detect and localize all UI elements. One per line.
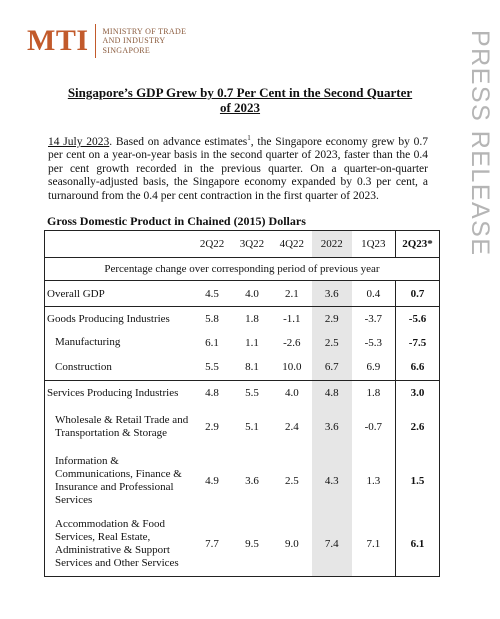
cell: 4.3 (312, 449, 352, 513)
row-label: Wholesale & Retail Trade and Transportation & Storage (45, 405, 193, 449)
table-row (45, 331, 440, 355)
cell: 2.5 (284, 474, 299, 487)
cell: 4.8 (205, 386, 219, 399)
cell: 4.9 (205, 474, 219, 487)
cell: 4.5 (192, 281, 232, 307)
table-note-row (45, 258, 440, 281)
cell: 7.1 (352, 513, 396, 577)
cell: 6.7 (312, 355, 352, 381)
cell: 2.4 (284, 420, 299, 433)
footnote-marker: 1 (247, 134, 251, 142)
row-label: Construction (45, 355, 193, 381)
cell-latest: 1.5 (396, 449, 440, 513)
cell-latest: 2.6 (396, 405, 440, 449)
cell: 9.0 (272, 513, 312, 577)
header-2q23: 2Q23* (396, 231, 440, 258)
cell: 10.0 (272, 355, 312, 381)
cell: 5.1 (245, 420, 259, 433)
cell: 7.7 (192, 513, 232, 577)
table-note: Percentage change over corresponding period of previous year (45, 258, 440, 281)
page-title (40, 85, 440, 115)
cell: 3.6 (312, 405, 352, 449)
table-row (45, 449, 440, 513)
cell: 1.1 (245, 336, 259, 349)
cell-latest: 6.1 (396, 513, 440, 577)
logo-text (103, 27, 187, 56)
cell: 6.1 (205, 336, 219, 349)
table-header-row (45, 231, 440, 258)
cell: -3.7 (364, 312, 383, 325)
paragraph-text-a: . Based on advance estimates (109, 135, 248, 148)
cell: 5.5 (245, 386, 259, 399)
header-2q22: 2Q22 (192, 231, 232, 258)
cell: 4.0 (232, 281, 272, 307)
cell: -5.3 (364, 336, 383, 349)
cell: 6.9 (352, 355, 396, 381)
header-2022: 2022 (312, 231, 352, 258)
cell: 4.0 (284, 386, 299, 399)
cell: 0.4 (352, 281, 396, 307)
cell: 1.8 (366, 386, 381, 399)
row-label: Overall GDP (45, 281, 193, 307)
table-row (45, 355, 440, 381)
cell: 1.8 (245, 312, 259, 325)
cell: -1.1 (283, 312, 301, 325)
table-title: Gross Domestic Product in Chained (2015) Dollars (47, 214, 306, 228)
row-label: Manufacturing (45, 331, 193, 355)
cell: -2.6 (283, 336, 301, 349)
cell: 4.8 (312, 381, 352, 405)
table-row (45, 381, 440, 405)
cell: 9.5 (232, 513, 272, 577)
logo-line-2: AND INDUSTRY (102, 36, 166, 46)
row-label: Information & Communications, Finance & Insurance and Professional Services (45, 449, 193, 513)
cell-latest: -5.6 (396, 307, 440, 331)
logo-divider (95, 24, 96, 58)
cell: 8.1 (232, 355, 272, 381)
header-3q22: 3Q22 (232, 231, 272, 258)
row-label: Goods Producing Industries (45, 307, 193, 331)
cell: 2.9 (312, 307, 352, 331)
header-4q22: 4Q22 (272, 231, 312, 258)
cell: 2.1 (272, 281, 312, 307)
logo-line-3: SINGAPORE (102, 45, 151, 55)
cell: 3.6 (245, 474, 259, 487)
release-date: 14 July 2023 (48, 135, 110, 148)
press-release-label: PRESS RELEASE (466, 30, 494, 257)
mti-logo (27, 24, 186, 58)
cell: 5.5 (192, 355, 232, 381)
cell: -0.7 (364, 420, 383, 433)
cell-latest: 3.0 (396, 381, 440, 405)
header-1q23: 1Q23 (352, 231, 396, 258)
header-label-cell (45, 231, 193, 258)
row-label: Services Producing Industries (45, 381, 193, 405)
table-row (45, 405, 440, 449)
cell-latest: 6.6 (396, 355, 440, 381)
cell-latest: -7.5 (396, 331, 440, 355)
gdp-table (44, 230, 440, 577)
lead-paragraph (48, 132, 428, 203)
cell: 5.8 (205, 312, 219, 325)
cell: 2.5 (312, 331, 352, 355)
table-row (45, 513, 440, 577)
cell: 7.4 (312, 513, 352, 577)
cell: 3.6 (312, 281, 352, 307)
logo-mark: MTI (27, 24, 89, 57)
table-row (45, 307, 440, 331)
cell-latest: 0.7 (396, 281, 440, 307)
logo-line-1: MINISTRY OF TRADE (102, 26, 187, 36)
title-line-1: Singapore’s GDP Grew by 0.7 Per Cent in the Second Quarter (67, 85, 413, 100)
paragraph-text-b: , the Singapore economy grew by 0.7 per cent on a year-on-year basis in the second quarter of 2023, faster than the 0.4 per cent growth recorded in the previous quarter. On a quarter-on-quarter seasonally-adjusted basis, the Singapore economy expanded by 0.3 per cent, a turnaround from the 0.4 per cent contraction in the first quarter of 2023. (48, 135, 429, 202)
cell: 1.3 (366, 474, 381, 487)
title-line-2: of 2023 (219, 100, 261, 115)
row-label: Accommodation & Food Services, Real Estate, Administrative & Support Services and Other Services (45, 513, 193, 577)
cell: 2.9 (205, 420, 219, 433)
table-row (45, 281, 440, 307)
